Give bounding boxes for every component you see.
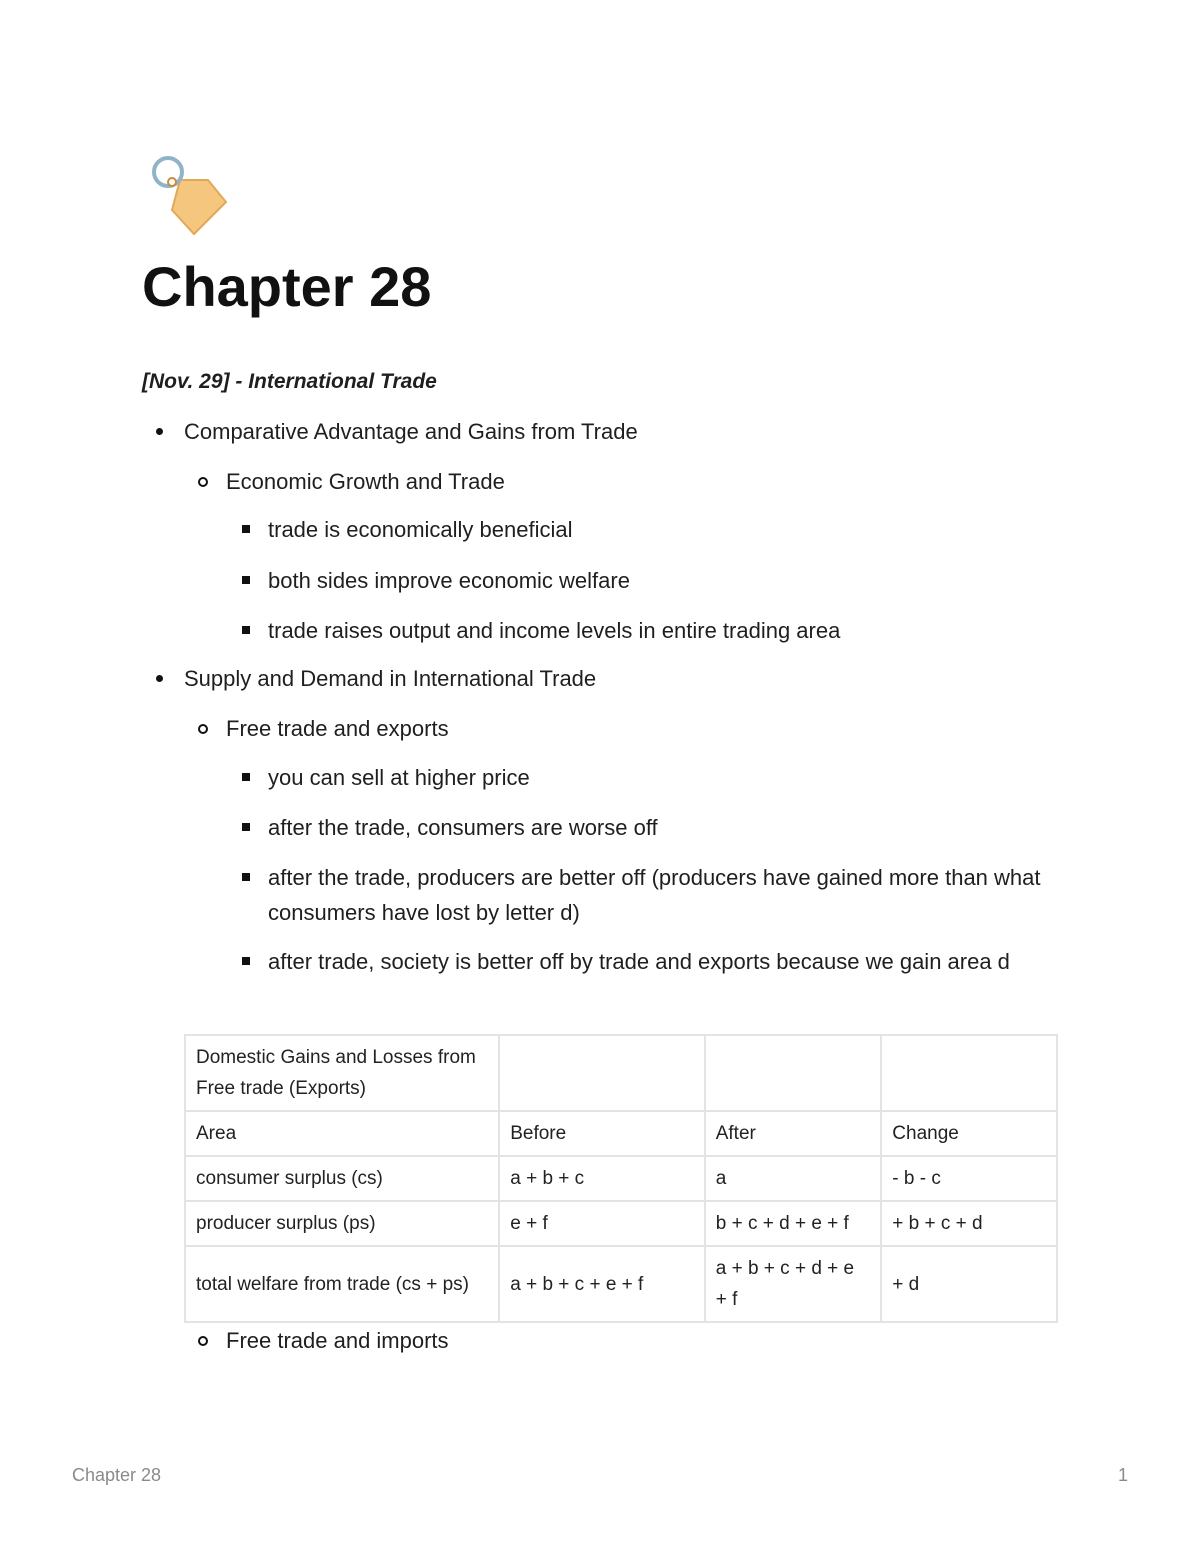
table-cell: + d	[881, 1246, 1057, 1322]
table-header-row	[185, 1111, 1057, 1156]
bullet-square-icon	[242, 576, 250, 584]
table-caption: Domestic Gains and Losses from Free trade (Exports)	[185, 1035, 499, 1111]
table-cell: a + b + c	[499, 1156, 705, 1201]
table-cell	[499, 1035, 705, 1111]
list-item: both sides improve economic welfare	[268, 568, 630, 593]
bullet-square-icon	[242, 773, 250, 781]
list-item: Free trade and exports	[226, 716, 449, 741]
list-item: trade raises output and income levels in entire trading area	[268, 618, 841, 643]
table-cell: producer surplus (ps)	[185, 1201, 499, 1246]
column-header: Area	[185, 1111, 499, 1156]
table-cell: a	[705, 1156, 882, 1201]
bullet-circle-icon	[198, 724, 208, 734]
table-row	[185, 1201, 1057, 1246]
list-item: Free trade and imports	[226, 1328, 449, 1353]
column-header: After	[705, 1111, 882, 1156]
table-cell: a + b + c + d + e + f	[705, 1246, 882, 1322]
list-item: after trade, society is better off by trade and exports because we gain area d	[268, 949, 1010, 974]
bullet-circle-icon	[198, 477, 208, 487]
table-row	[185, 1246, 1057, 1322]
bullet-disc-icon	[156, 675, 163, 682]
bullet-disc-icon	[156, 428, 163, 435]
section-heading: [Nov. 29] - International Trade	[142, 370, 437, 393]
bullet-square-icon	[242, 957, 250, 965]
gains-losses-table	[184, 1034, 1058, 1323]
table-cell: e + f	[499, 1201, 705, 1246]
column-header: Change	[881, 1111, 1057, 1156]
table-row	[185, 1156, 1057, 1201]
bullet-square-icon	[242, 626, 250, 634]
table-cell	[705, 1035, 882, 1111]
table-caption-row	[185, 1035, 1057, 1111]
page-title: Chapter 28	[142, 255, 432, 318]
list-item: Economic Growth and Trade	[226, 469, 505, 494]
table-cell: b + c + d + e + f	[705, 1201, 882, 1246]
footer-title: Chapter 28	[72, 1465, 162, 1485]
table-cell: total welfare from trade (cs + ps)	[185, 1246, 499, 1322]
list-item: Supply and Demand in International Trade	[184, 666, 597, 691]
page-number: 1	[1117, 1465, 1128, 1485]
list-item: trade is economically beneficial	[268, 517, 573, 542]
list-item: Comparative Advantage and Gains from Trade	[184, 419, 638, 444]
list-item: you can sell at higher price	[268, 765, 530, 790]
bullet-square-icon	[242, 823, 250, 831]
table-cell	[881, 1035, 1057, 1111]
table-cell: a + b + c + e + f	[499, 1246, 705, 1322]
column-header: Before	[499, 1111, 705, 1156]
list-item: after the trade, consumers are worse off	[268, 815, 658, 840]
table-cell: consumer surplus (cs)	[185, 1156, 499, 1201]
bullet-square-icon	[242, 525, 250, 533]
table-cell: - b - c	[881, 1156, 1057, 1201]
table-cell: + b + c + d	[881, 1201, 1057, 1246]
label-tag-icon	[142, 150, 228, 240]
list-item: after the trade, producers are better off (producers have gained more than what consumers have lost by letter d)	[268, 865, 1041, 925]
bullet-circle-icon	[198, 1336, 208, 1346]
bullet-square-icon	[242, 873, 250, 881]
